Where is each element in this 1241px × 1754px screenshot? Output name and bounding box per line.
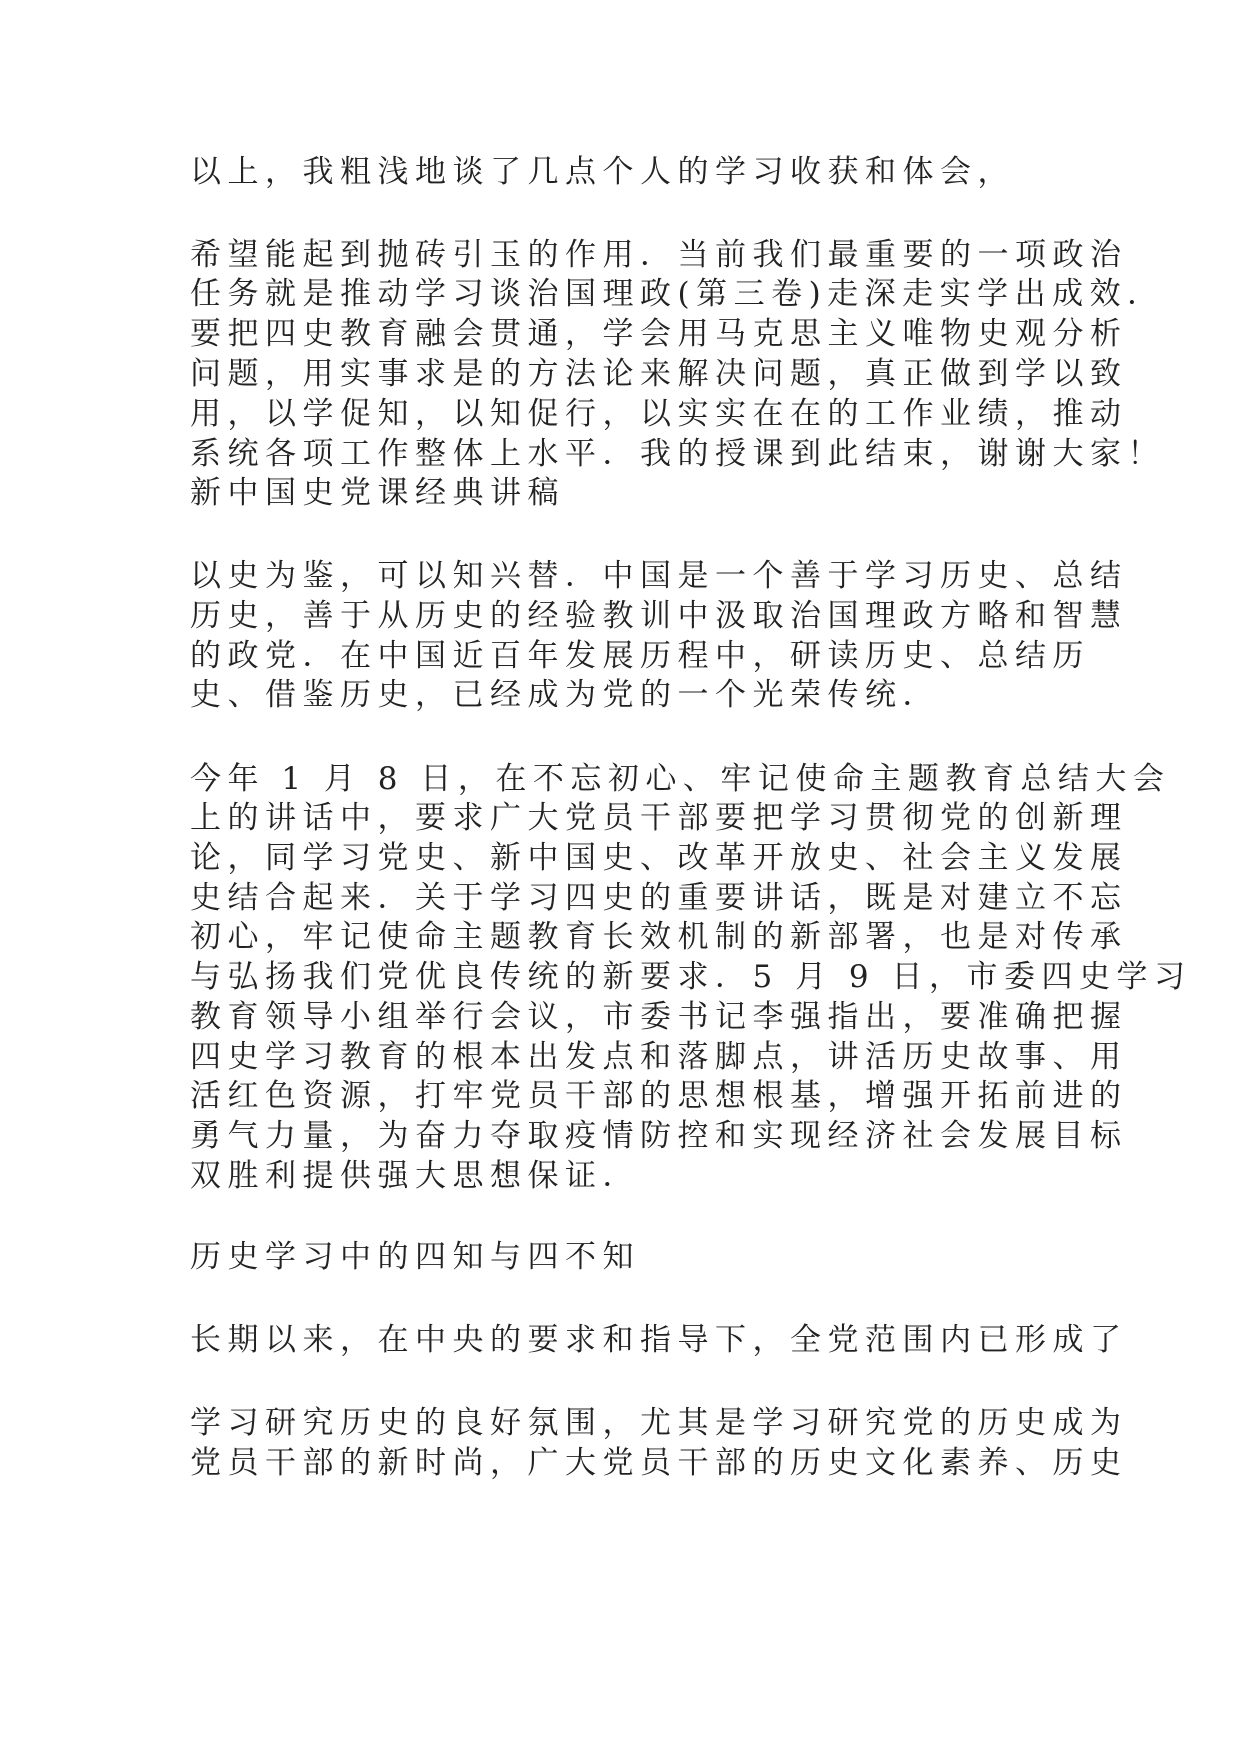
text-line: 要把四史教育融会贯通，学会用马克思主义唯物史观分析 xyxy=(190,316,1128,352)
text-line: 新中国史党课经典讲稿 xyxy=(190,475,565,511)
text-line: 任务就是推动学习谈治国理政(第三卷)走深走实学出成效． xyxy=(190,276,1165,312)
text-line: 的政党．在中国近百年发展历程中，研读历史、总结历 xyxy=(190,638,1090,674)
text-line: 初心，牢记使命主题教育长效机制的新部署，也是对传承 xyxy=(190,919,1128,955)
text-line: 史、借鉴历史，已经成为党的一个光荣传统． xyxy=(190,677,940,713)
text-line: 论，同学习党史、新中国史、改革开放史、社会主义发展 xyxy=(190,840,1128,876)
text-line: 系统各项工作整体上水平．我的授课到此结束，谢谢大家！ xyxy=(190,436,1165,472)
text-line: 今年 1 月 8 日，在不忘初心、牢记使命主题教育总结大会 xyxy=(190,761,1171,797)
text-line: 希望能起到抛砖引玉的作用．当前我们最重要的一项政治 xyxy=(190,237,1128,273)
text-line: 与弘扬我们党优良传统的新要求．5 月 9 日，市委四史学习 xyxy=(190,959,1192,995)
text-line: 学习研究历史的良好氛围，尤其是学习研究党的历史成为 xyxy=(190,1405,1128,1441)
text-line: 勇气力量，为奋力夺取疫情防控和实现经济社会发展目标 xyxy=(190,1118,1128,1154)
text-line: 史结合起来．关于学习四史的重要讲话，既是对建立不忘 xyxy=(190,880,1128,916)
section-heading: 历史学习中的四知与四不知 xyxy=(190,1239,640,1275)
text-line: 双胜利提供强大思想保证． xyxy=(190,1158,640,1194)
text-line: 长期以来，在中央的要求和指导下，全党范围内已形成了 xyxy=(190,1322,1128,1358)
text-line: 用，以学促知，以知促行，以实实在在的工作业绩，推动 xyxy=(190,396,1128,432)
text-line: 四史学习教育的根本出发点和落脚点，讲活历史故事、用 xyxy=(190,1039,1128,1075)
text-line: 以上，我粗浅地谈了几点个人的学习收获和体会， xyxy=(190,154,1015,190)
text-line: 教育领导小组举行会议，市委书记李强指出，要准确把握 xyxy=(190,999,1128,1035)
text-line: 以史为鉴，可以知兴替．中国是一个善于学习历史、总结 xyxy=(190,558,1128,594)
text-line: 上的讲话中，要求广大党员干部要把学习贯彻党的创新理 xyxy=(190,800,1128,836)
text-line: 问题，用实事求是的方法论来解决问题，真正做到学以致 xyxy=(190,356,1128,392)
text-line: 党员干部的新时尚，广大党员干部的历史文化素养、历史 xyxy=(190,1445,1128,1481)
text-line: 历史，善于从历史的经验教训中汲取治国理政方略和智慧 xyxy=(190,598,1128,634)
text-line: 活红色资源，打牢党员干部的思想根基，增强开拓前进的 xyxy=(190,1078,1128,1114)
